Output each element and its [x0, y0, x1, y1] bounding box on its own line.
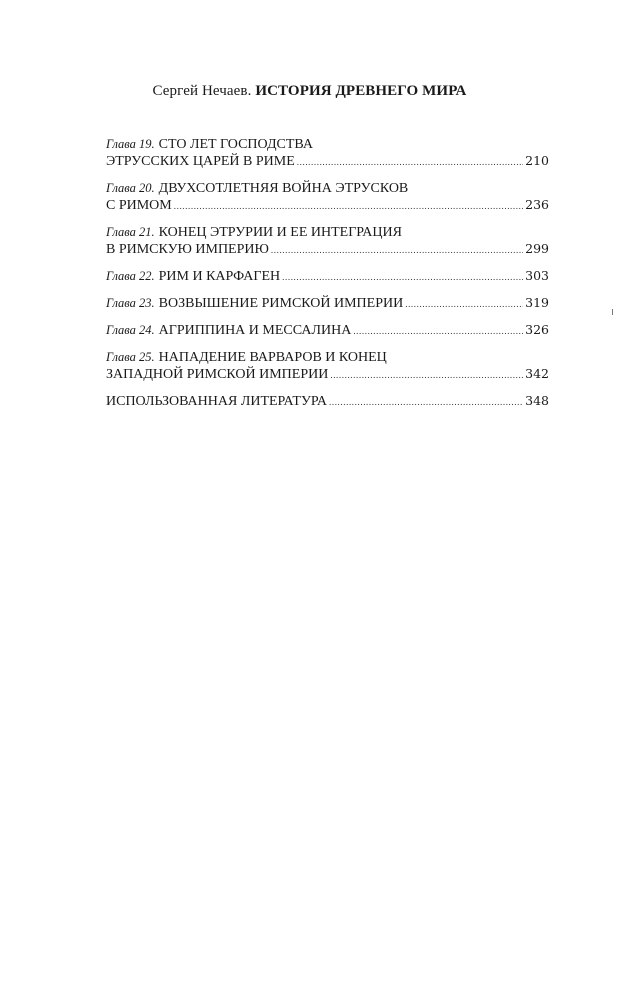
toc-entry[interactable] [106, 322, 549, 339]
chapter-title-line: СТО ЛЕТ ГОСПОДСТВА [158, 137, 313, 152]
chapter-title-line: АГРИППИНА И МЕССАЛИНА [158, 323, 352, 338]
chapter-number: Глава 24. [106, 323, 155, 337]
toc-entry[interactable] [106, 180, 549, 214]
page-number: 326 [525, 322, 549, 337]
toc-entry[interactable] [106, 349, 549, 383]
chapter-title-line: КОНЕЦ ЭТРУРИИ И ЕЕ ИНТЕГРАЦИЯ [158, 225, 402, 240]
chapter-title-line: ЗАПАДНОЙ РИМСКОЙ ИМПЕРИИ [106, 367, 329, 382]
chapter-number: Глава 22. [106, 269, 155, 283]
chapter-number: Глава 20. [106, 181, 155, 195]
leader-dots [271, 242, 523, 258]
header-book-title: ИСТОРИЯ ДРЕВНЕГО МИРА [255, 83, 467, 99]
chapter-title-line: НАПАДЕНИЕ ВАРВАРОВ И КОНЕЦ [158, 350, 387, 365]
page-number: 342 [525, 366, 549, 381]
chapter-title-line: В РИМСКУЮ ИМПЕРИЮ [106, 242, 269, 257]
leader-dots [353, 323, 523, 339]
leader-dots [174, 198, 523, 214]
chapter-number: Глава 25. [106, 350, 155, 364]
page-number: 303 [525, 268, 549, 283]
chapter-number: Глава 23. [106, 296, 155, 310]
running-header [0, 83, 619, 100]
page-number: 348 [525, 393, 549, 408]
page-number: 319 [525, 295, 549, 310]
table-of-contents [106, 136, 549, 420]
header-author: Сергей Нечаев. [152, 83, 252, 99]
toc-entry[interactable] [106, 224, 549, 258]
chapter-title-line: ЭТРУССКИХ ЦАРЕЙ В РИМЕ [106, 154, 295, 169]
page-number: 236 [525, 197, 549, 212]
leader-dots [297, 154, 523, 170]
leader-dots [282, 269, 523, 285]
page-number: 210 [525, 153, 549, 168]
toc-entry[interactable] [106, 268, 549, 285]
toc-entry[interactable] [106, 295, 549, 312]
leader-dots [330, 367, 523, 383]
page-number: 299 [525, 241, 549, 256]
chapter-title-line: ДВУХСОТЛЕТНЯЯ ВОЙНА ЭТРУСКОВ [158, 181, 409, 196]
chapter-title-line: РИМ И КАРФАГЕН [158, 269, 281, 284]
leader-dots [405, 296, 523, 312]
chapter-title-line: ВОЗВЫШЕНИЕ РИМСКОЙ ИМПЕРИИ [158, 296, 404, 311]
chapter-title-line: ИСПОЛЬЗОВАННАЯ ЛИТЕРАТУРА [106, 394, 327, 409]
chapter-title-line: С РИМОМ [106, 198, 172, 213]
leader-dots [329, 394, 523, 410]
chapter-number: Глава 19. [106, 137, 155, 151]
toc-entry[interactable] [106, 393, 549, 410]
page-edge-mark [612, 309, 613, 315]
toc-entry[interactable] [106, 136, 549, 170]
chapter-number: Глава 21. [106, 225, 155, 239]
